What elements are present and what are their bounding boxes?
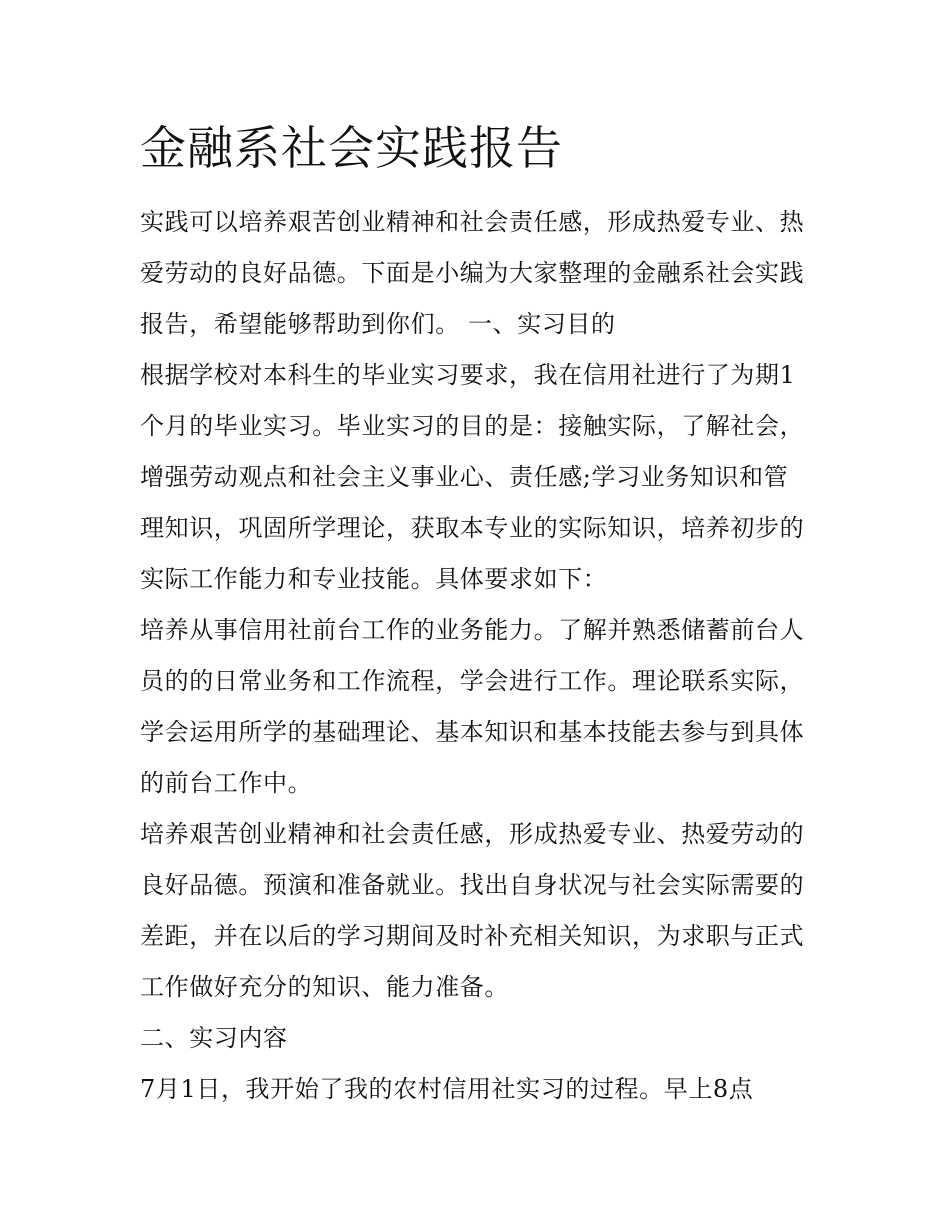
text-line: 个月的毕业实习。毕业实习的目的是：接触实际，了解社会，: [140, 412, 805, 440]
document-title: 金融系社会实践报告: [140, 121, 563, 175]
text-line: 良好品德。预演和准备就业。找出自身状况与社会实际需要的: [140, 871, 805, 899]
text-line: 爱劳动的良好品德。下面是小编为大家整理的金融系社会实践: [140, 259, 805, 287]
text-line: 根据学校对本科生的毕业实习要求，我在信用社进行了为期1: [140, 361, 796, 389]
text-line: 增强劳动观点和社会主义事业心、责任感;学习业务知识和管: [140, 463, 789, 491]
text-line: 培养从事信用社前台工作的业务能力。了解并熟悉储蓄前台人: [140, 616, 805, 644]
text-line: 报告，希望能够帮助到你们。 一、实习目的: [140, 310, 616, 338]
text-line: 实践可以培养艰苦创业精神和社会责任感，形成热爱专业、热: [140, 208, 805, 236]
section-heading: 二、实习内容: [140, 1024, 288, 1052]
text-line: 7月1日，我开始了我的农村信用社实习的过程。早上8点: [140, 1075, 754, 1103]
text-line: 的前台工作中。: [140, 769, 313, 797]
text-line: 工作做好充分的知识、能力准备。: [140, 973, 509, 1001]
text-line: 员的的日常业务和工作流程，学会进行工作。理论联系实际，: [140, 667, 805, 695]
text-line: 学会运用所学的基础理论、基本知识和基本技能去参与到具体: [140, 718, 805, 746]
text-line: 差距，并在以后的学习期间及时补充相关知识，为求职与正式: [140, 922, 805, 950]
text-line: 实际工作能力和专业技能。具体要求如下：: [140, 565, 608, 593]
text-line: 理知识，巩固所学理论，获取本专业的实际知识，培养初步的: [140, 514, 805, 542]
text-line: 培养艰苦创业精神和社会责任感，形成热爱专业、热爱劳动的: [140, 820, 805, 848]
